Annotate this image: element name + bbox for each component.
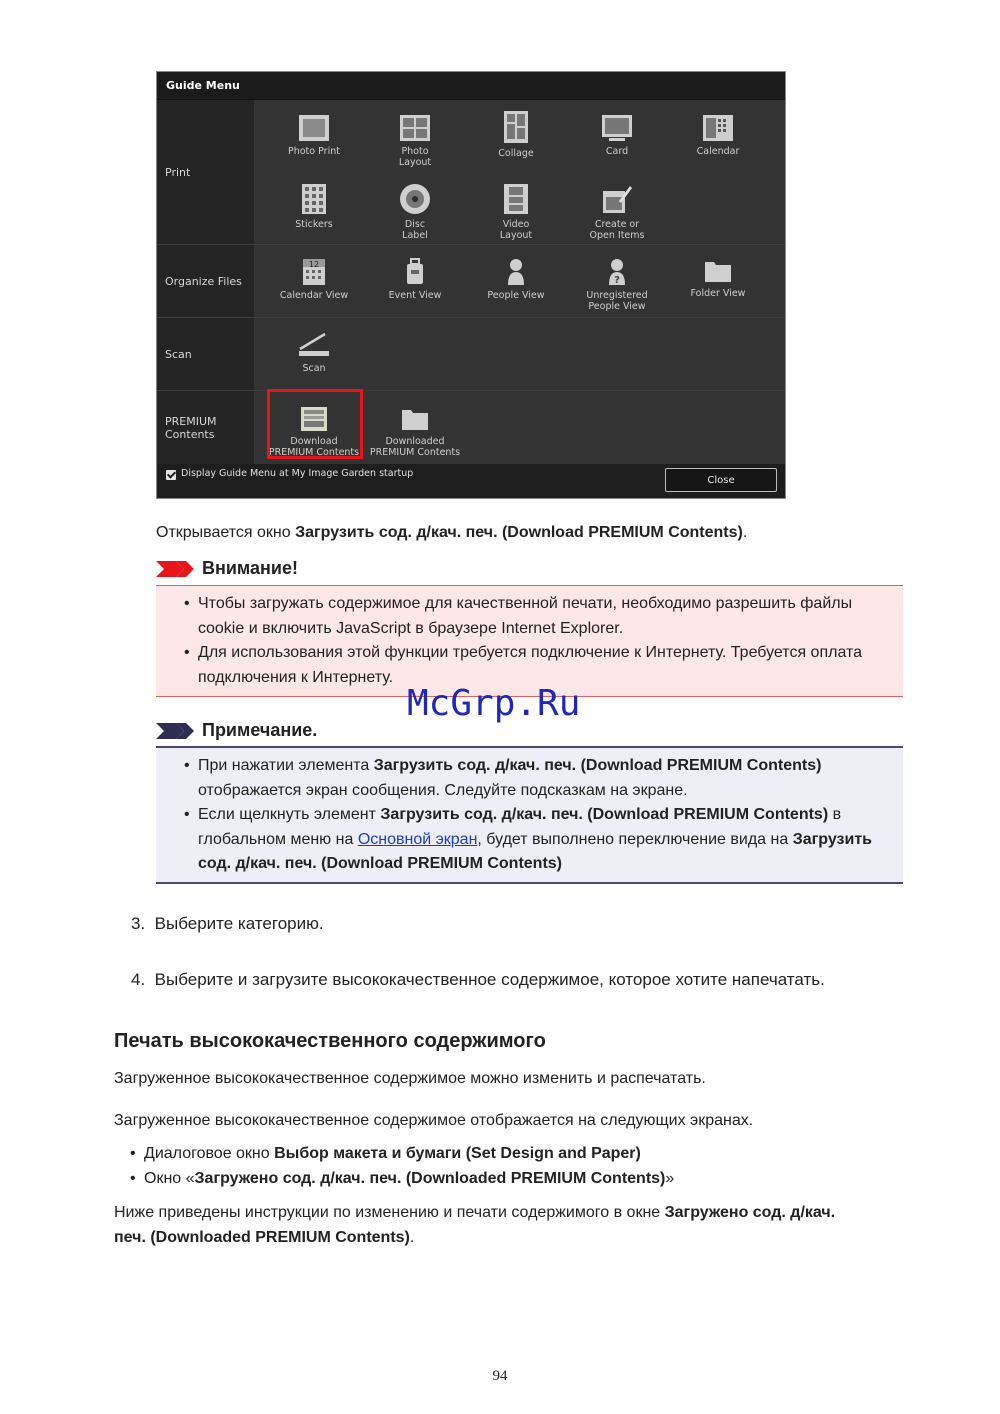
- calendar-view-item[interactable]: 12 Calendar View: [279, 260, 349, 301]
- guide-menu-window: [156, 71, 786, 499]
- unregistered-people-view-item[interactable]: ? Unregistered People View: [567, 258, 667, 312]
- create-open-icon: [601, 183, 633, 215]
- list-item: • Окно «Загружено сод. д/кач. печ. (Downloaded PREMIUM Contents)»: [130, 1170, 675, 1187]
- scan-item[interactable]: Scan: [264, 331, 364, 374]
- calendar-icon: [702, 114, 734, 142]
- disc-label-icon: [399, 183, 431, 215]
- people-view-item[interactable]: People View: [466, 258, 566, 301]
- note-item: • Если щелкнуть элемент Загрузить сод. д/кач. печ. (Download PREMIUM Contents) в глобальном меню на Основной экран, будет выполнено переключение вида на Загрузить сод. д/кач. печ. (Download PREMIUM Contents): [184, 806, 872, 873]
- step-4: 4. Выберите и загрузите высококачественное содержимое, которое хотите напечатать.: [131, 970, 825, 989]
- guide-menu-title: Guide Menu: [157, 72, 785, 100]
- video-layout-item[interactable]: Video Layout: [466, 183, 566, 241]
- event-view-item[interactable]: Event View: [365, 258, 465, 301]
- scan-section-label: Scan: [157, 318, 254, 390]
- premium-section-label: PREMIUM Contents: [157, 391, 254, 464]
- note-heading: Примечание.: [156, 720, 317, 741]
- unregistered-people-icon: [607, 258, 627, 286]
- close-button[interactable]: Close: [665, 468, 777, 492]
- note-arrows-icon: [156, 723, 196, 739]
- step-3: 3. Выберите категорию.: [131, 914, 324, 933]
- people-view-icon: [506, 258, 526, 286]
- startup-checkbox[interactable]: [166, 470, 176, 480]
- folder-view-item[interactable]: Folder View: [668, 258, 768, 299]
- download-premium-item[interactable]: Download PREMIUM Contents: [264, 406, 364, 458]
- print-section-label: Print: [157, 100, 254, 244]
- caution-arrows-icon: [156, 561, 196, 577]
- create-open-item[interactable]: Create or Open Items: [567, 183, 667, 241]
- highlight-frame: [267, 389, 363, 459]
- page-number: 94: [492, 1368, 508, 1384]
- svg-text:12: 12: [308, 260, 320, 269]
- card-icon: [601, 114, 633, 142]
- watermark: McGrp.Ru: [407, 683, 581, 724]
- paragraph: Ниже приведены инструкции по изменению и печати содержимого в окне Загружено сод. д/кач. печ. (Downloaded PREMIUM Contents).: [114, 1204, 836, 1246]
- opens-paragraph: Открывается окно Загрузить сод. д/кач. печ. (Download PREMIUM Contents).: [156, 524, 748, 541]
- main-screen-link[interactable]: Основной экран: [357, 830, 478, 848]
- note-item: • При нажатии элемента Загрузить сод. д/кач. печ. (Download PREMIUM Contents) отображается экран сообщения. Следуйте подсказкам на экране.: [184, 757, 822, 799]
- scan-section: [157, 318, 785, 391]
- print-section: [157, 100, 785, 245]
- scan-items: [254, 318, 785, 390]
- guide-menu-footer: [157, 464, 785, 498]
- section-heading: Печать высококачественного содержимого: [114, 1030, 546, 1052]
- svg-text:?: ?: [614, 275, 620, 286]
- folder-view-icon: [704, 258, 732, 284]
- card-item[interactable]: Card: [567, 114, 667, 157]
- paragraph: Загруженное высококачественное содержимое отображается на следующих экранах.: [114, 1112, 754, 1129]
- stickers-icon: [301, 183, 327, 215]
- calendar-view-icon: [302, 258, 326, 286]
- organize-files-label: Organize Files: [157, 245, 254, 317]
- disc-label-item[interactable]: Disc Label: [365, 183, 465, 241]
- downloaded-premium-item[interactable]: Downloaded PREMIUM Contents: [365, 406, 465, 458]
- photo-print-icon: [298, 114, 330, 142]
- photo-layout-icon: [399, 114, 431, 142]
- photo-layout-item[interactable]: Photo Layout: [365, 114, 465, 168]
- scan-icon: [297, 331, 331, 359]
- downloaded-premium-folder-icon: [401, 406, 429, 432]
- note-box: [156, 746, 903, 884]
- caution-box: [156, 585, 903, 697]
- photo-print-item[interactable]: Photo Print: [264, 114, 364, 157]
- collage-icon: [503, 110, 529, 144]
- collage-item[interactable]: Collage: [466, 110, 566, 159]
- list-item: • Диалоговое окно Выбор макета и бумаги (Set Design and Paper): [130, 1145, 641, 1162]
- caution-item: • Чтобы загружать содержимое для качественной печати, необходимо разрешить файлы cookie и включить JavaScript в браузере Internet Explorer.: [184, 595, 853, 637]
- event-view-icon: [405, 258, 425, 286]
- organize-files-section: [157, 245, 785, 318]
- organize-files-items: [254, 245, 785, 317]
- paragraph: Загруженное высококачественное содержимое можно изменить и распечатать.: [114, 1070, 706, 1087]
- stickers-item[interactable]: Stickers: [264, 183, 364, 230]
- video-layout-icon: [503, 183, 529, 215]
- caution-item: • Для использования этой функции требуется подключение к Интернету. Требуется оплата подключения к Интернету.: [184, 644, 863, 686]
- print-items: [254, 100, 785, 244]
- calendar-item[interactable]: Calendar: [668, 114, 768, 157]
- premium-section: [157, 391, 785, 464]
- startup-checkbox-label: Display Guide Menu at My Image Garden startup: [181, 468, 414, 479]
- caution-heading: Внимание!: [156, 558, 298, 579]
